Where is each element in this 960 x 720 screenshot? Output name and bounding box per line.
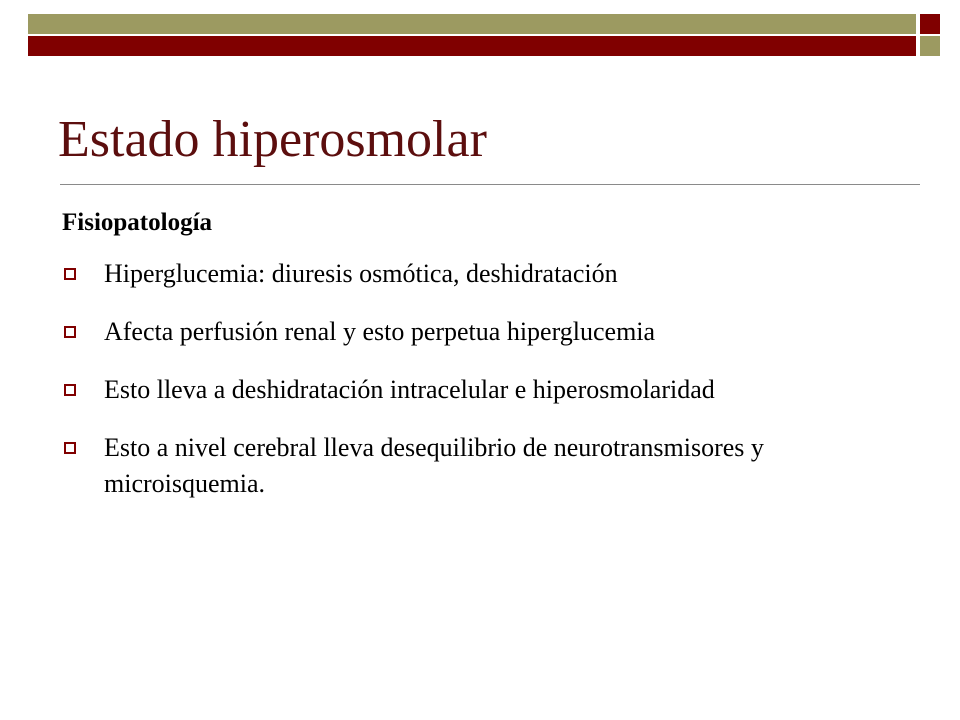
bullet-list [62,256,922,524]
bullet-text: Hiperglucemia: diuresis osmótica, deshidratación [104,259,618,288]
hollow-square-bullet-icon [64,326,76,338]
corner-square-olive [920,36,940,56]
slide-title: Estado hiperosmolar [58,111,487,168]
header-band-olive [28,14,916,34]
corner-square-maroon [920,14,940,34]
hollow-square-bullet-icon [64,442,76,454]
list-item [62,372,922,408]
hollow-square-bullet-icon [64,384,76,396]
title-divider [60,184,920,185]
list-item [62,430,922,502]
bullet-text: Esto lleva a deshidratación intracelular e hiperosmolaridad [104,375,715,404]
list-item [62,256,922,292]
bullet-text: Esto a nivel cerebral lleva desequilibrio de neurotransmisores y microisquemia. [104,433,764,498]
list-item [62,314,922,350]
header-band-maroon [28,36,916,56]
hollow-square-bullet-icon [64,268,76,280]
bullet-text: Afecta perfusión renal y esto perpetua hiperglucemia [104,317,656,346]
section-subtitle: Fisiopatología [62,209,213,236]
